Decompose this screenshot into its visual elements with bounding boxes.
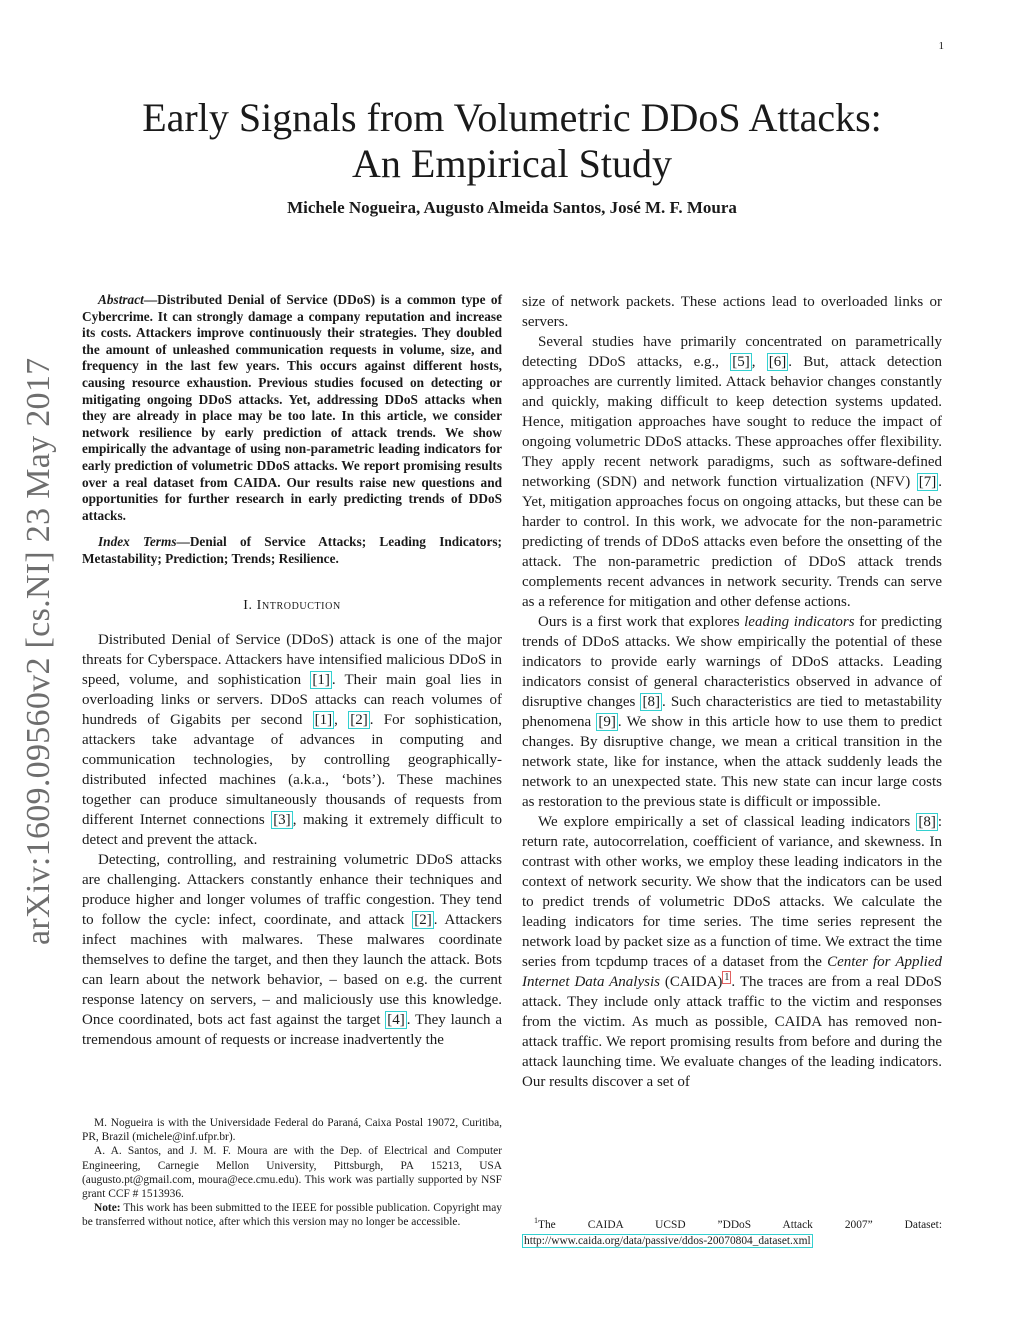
text-run: . Such characteristics are tied to metastability phenomena xyxy=(522,694,942,730)
text-run: , xyxy=(334,711,349,728)
text-run: . Yet, mitigation approaches focus on ongoing attacks, but these can be harder to control. In this work, we advocate for the non-parametric predicting of trends of DDoS attacks even before the onsetting of the attack. The non-parametric prediction of DDoS attack trends complements recent advances in network security. Trends can serve as a reference for mitigation and other defense actions. xyxy=(522,474,942,610)
section-heading-introduction: I. Introduction xyxy=(243,597,341,613)
footnote-text: The CAIDA UCSD ”DDoS Attack 2007” Dataset: xyxy=(538,1219,942,1231)
intro-paragraph-3 xyxy=(522,332,942,612)
title-line-2: An Empirical Study xyxy=(352,141,672,186)
affiliation-footnotes xyxy=(82,1116,502,1230)
text-run: . We show in this article how to use them to predict changes. By disruptive change, we mean a critical transition in the network state, like for instance, when the attack suddenly leads the network to an unexpected state. This new state can incur large costs as restoration to the previous state is difficult or impossible. xyxy=(522,714,943,810)
citation-link[interactable]: [3] xyxy=(273,811,291,828)
footnote-santos-moura: A. A. Santos, and J. M. F. Moura are with the Dep. of Electrical and Computer Engineering, Carnegie Mellon University, Pittsburgh, PA 15213, USA (augusto.pt@gmail.com, moura@ece.cmu.edu). This work was partially supported by NSF grant CCF # 1513936. xyxy=(82,1145,502,1201)
text-run: Detecting, controlling, and restraining volumetric DDoS attacks are challenging. Attackers constantly enhance their techniques and produce higher and longer volumes of traffic congestion. They tend to follow the cycle: infect, coordinate, and attack xyxy=(82,851,502,928)
abstract xyxy=(82,292,502,524)
citation-link[interactable]: [6] xyxy=(768,354,787,370)
arxiv-identifier-stamp: arXiv:1609.09560v2 [cs.NI] 23 May 2017 xyxy=(20,357,57,945)
text-run: : return rate, autocorrelation, coefficient of variance, and skewness. In contrast with other works, we employ these leading indicators in the context of network security. We show that the indicators can be used to predict trends of volumetric DDoS attacks. We calculate the leading indicators for time series. The time series represent the network load by packet size as a function of time. We extract the time series from tcpdump traces of a dataset from the xyxy=(522,814,942,970)
footnote-ieee-note xyxy=(82,1201,502,1229)
text-run: . But, attack detection approaches are currently limited. Attack behavior changes constantly and quickly, making difficult to keep detection systems updated. Hence, mitigation approaches have sought to reduce the impact of ongoing volumetric DDoS attacks. These approaches offer flexibility. They apply recent network paradigms, such as software-defined networking (SDN) and network function virtualization (NFV) xyxy=(522,354,942,490)
abstract-lead: Abstract xyxy=(98,292,144,307)
left-column xyxy=(82,292,502,1050)
intro-paragraph-5 xyxy=(522,812,942,1092)
dataset-url-link[interactable]: http://www.caida.org/data/passive/ddos-20070804_dataset.xml xyxy=(524,1235,811,1247)
text-run: . The traces are from a real DDoS attack. They include only attack traffic to the victim and responses from the victim. As much as possible, CAIDA has removed non-attack traffic. We report promising results from before and during the attack launching time. We evaluate changes of the leading indicators. Our results discover a set of xyxy=(522,974,942,1090)
index-terms-text: —Denial of Service Attacks; Leading Indicators; Metastability; Prediction; Trends; Resilience. xyxy=(82,534,502,566)
dataset-footnote xyxy=(522,1217,942,1249)
citation-link[interactable]: [4] xyxy=(387,1011,405,1028)
text-run: . Attackers infect machines with malwares. These malwares coordinate themselves to define the target, and then they launch the attack. Bots can learn about the network behavior, – based on e.g. the current response latency on servers, – and maliciously use this knowledge. Once coordinated, bots act fast against the target xyxy=(82,911,502,1028)
intro-paragraph-4 xyxy=(522,612,942,812)
citation-link[interactable]: [7] xyxy=(918,474,937,490)
page-number: 1 xyxy=(938,40,944,52)
text-run: . They launch a tremendous amount of requests or increase inadvertently the xyxy=(82,1011,502,1048)
text-run: . Their main goal lies in overloading links or servers. DDoS attacks can reach volumes of hundreds of Gigabits per second xyxy=(82,671,502,728)
footnote-number: 1 xyxy=(534,1216,538,1226)
citation-link[interactable]: [8] xyxy=(918,814,936,830)
text-run: , making it extremely difficult to detect and prevent the attack. xyxy=(82,811,502,848)
citation-link[interactable]: [9] xyxy=(598,714,616,730)
text-run: , xyxy=(751,354,767,370)
citation-link[interactable]: [2] xyxy=(350,711,368,728)
text-run: Ours is a first work that explores xyxy=(538,614,745,630)
note-label: Note: xyxy=(94,1202,121,1215)
footnote-nogueira: M. Nogueira is with the Universidade Federal do Paraná, Caixa Postal 19072, Curitiba, PR, Brazil (michele@inf.ufpr.br). xyxy=(82,1117,502,1144)
title-line-1: Early Signals from Volumetric DDoS Attacks: xyxy=(142,95,882,140)
intro-paragraph-2 xyxy=(82,850,502,1050)
citation-link[interactable]: [2] xyxy=(414,911,432,928)
abstract-text: —Distributed Denial of Service (DDoS) is a common type of Cybercrime. It can strongly damage a company reputation and increase its costs. Attackers improve continuously their strategies. They doubled the amount of unleashed communication requests in volume, size, and frequency in the last few years. This occurs against different hosts, causing resource exhaustion. Previous studies focused on detecting or mitigating ongoing DDoS attacks. Yet, addressing DDoS attacks when they are already in place may be too late. In this article, we consider network resilience by early prediction of attack trends. We show empirically the advantage of using non-parametric leading indicators for early prediction of volumetric DDoS attacks. We report promising results over a real dataset from CAIDA. Our results raise new questions and opportunities for further research in early predicting trends of DDoS attacks. xyxy=(82,292,502,523)
index-terms-lead: Index Terms xyxy=(98,534,177,550)
citation-link[interactable]: [5] xyxy=(732,354,750,370)
emphasis-text: Center for Applied Internet Data Analysis xyxy=(522,954,942,990)
right-column xyxy=(522,292,942,1092)
intro-paragraph-1 xyxy=(82,630,502,850)
text-run: Distributed Denial of Service (DDoS) attack is one of the major threats for Cyberspace. Attackers have intensified malicious DDoS in speed, volume, and sophistication xyxy=(82,631,502,688)
footnote-marker-link[interactable]: 1 xyxy=(724,972,730,983)
emphasis-text: leading indicators xyxy=(744,614,855,630)
citation-link[interactable]: [8] xyxy=(642,694,660,710)
paper-title xyxy=(80,95,944,187)
text-run: . For sophistication, attackers take advantage of advances in computing and communication technologies, by controlling geographically-distributed infected machines (a.k.a., ‘bots’). These machines together can produce simultaneously thousands of requests from different Internet connections xyxy=(82,711,502,828)
text-run: for predicting trends of DDoS attacks. We show empirically the potential of these indicators to provide early warnings of DDoS attacks. Leading indicators consist of general characteristics observed in advance of disruptive changes xyxy=(522,614,942,710)
text-run: We explore empirically a set of classical leading indicators xyxy=(538,814,917,830)
intro-paragraph-continued: size of network packets. These actions lead to overloaded links or servers. xyxy=(522,294,942,330)
citation-link[interactable]: [1] xyxy=(312,671,330,688)
note-text: This work has been submitted to the IEEE for possible publication. Copyright may be transferred without notice, after which this version may no longer be accessible. xyxy=(82,1202,502,1229)
text-run: Several studies have primarily concentrated on parametrically detecting DDoS attacks, e.g., xyxy=(522,334,942,370)
text-run: (CAIDA) xyxy=(659,974,723,990)
citation-link[interactable]: [1] xyxy=(314,711,333,728)
author-list: Michele Nogueira, Augusto Almeida Santos, José M. F. Moura xyxy=(287,198,737,217)
index-terms xyxy=(82,534,502,567)
